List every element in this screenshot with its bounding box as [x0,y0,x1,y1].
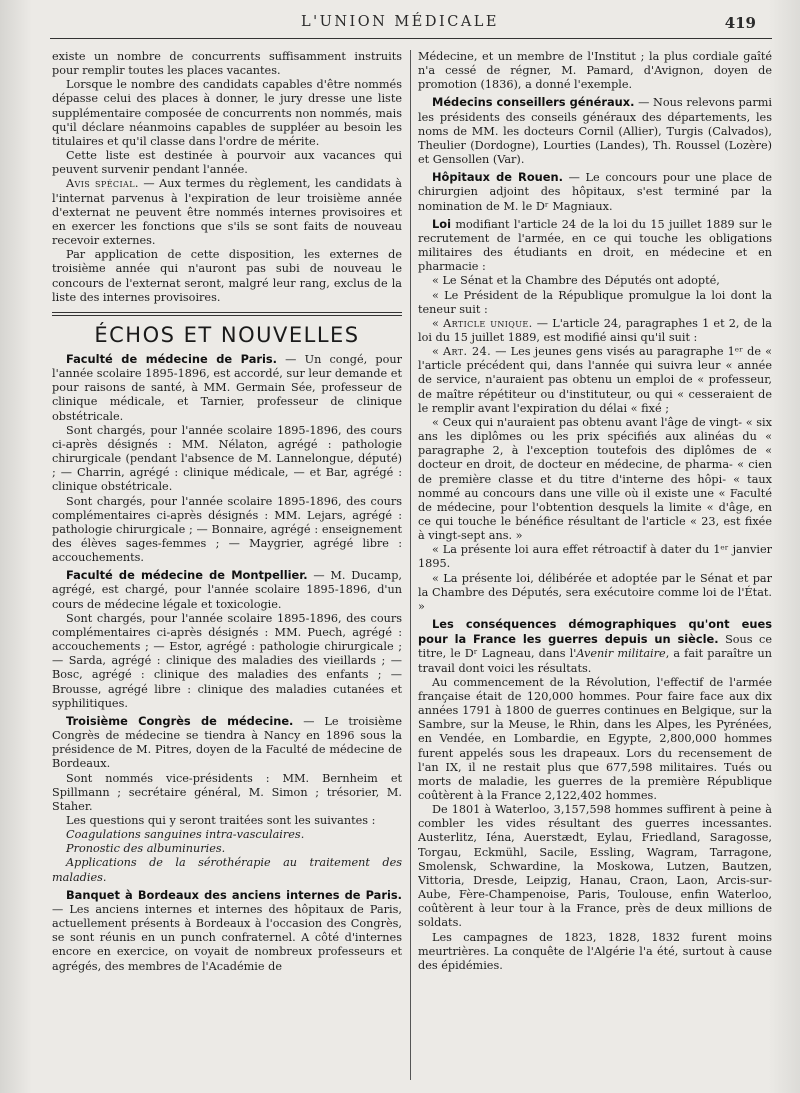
article-text: — Nous relevons parmi les présidents des conseils généraux des départements, les noms de MM. les docteurs Cornil (Allier), Turgis (Calvados), Theulier (Dordogne), Lourties (Landes), Th. Roussel (Lozère) et Gensollen (Var). [418,96,772,167]
article-text: — Le troisième Congrès de médecine se tiendra à Nancy en 1896 sous la présidence de M. Pitres, doyen de la Faculté de médecine de Bordeaux. [52,714,402,771]
article-heading: Faculté de médecine de Paris. [66,351,278,366]
article-loi [418,217,772,275]
article-24-label: Art. 24. [443,345,492,359]
paragraph: « La présente loi, délibérée et adoptée par le Sénat et par la Chambre des Députés, sera exécutoire comme loi de l'État. » [418,571,772,613]
paragraph: Sont chargés, pour l'année scolaire 1895-1896, des cours complémentaires ci-après désignés : MM. Puech, agrégé : accouchements ; — Estor, agrégé : pathologie chirurgicale ; — Sarda, agrégé : clinique des maladies des vieillards ; — Bosc, agrégé : clinique des maladies des enfants ; — Brousse, agrégé libre : clinique des maladies cutanées et syphilitiques. [52,611,402,710]
article-text: — Un congé, pour l'année scolaire 1895-1896, est accordé, sur leur demande et pour raisons de santé, à MM. Germain Sée, professeur de clinique médicale, et Tarnier, professeur de clinique obstétricale. [52,352,402,423]
article-unique-paragraph: « Article unique. — L'article 24, paragraphes 1 et 2, de la loi du 15 juillet 1889, est modifié ainsi qu'il suit : [418,316,772,344]
question-item: Coagulations sanguines intra-vasculaires. [66,828,305,842]
paragraph: Par application de cette disposition, les externes de troisième année qui n'auront pas subi de nouveau le concours de l'externat seront, malgré leur rang, exclus de la liste des internes provisoires. [52,248,402,304]
question-item: Pronostic des albuminuries. [66,842,226,856]
avis-special-label: Avis spécial. [66,177,139,191]
paragraph: Sont chargés, pour l'année scolaire 1895-1896, des cours complémentaires ci-après désignés : MM. Lejars, agrégé : pathologie chirurgicale ; — Bonnaire, agrégé : enseignement des élèves sages-femmes ; — Maygrier, agrégé libre : accouchements. [52,494,402,565]
running-title: L'UNION MÉDICALE [301,14,499,30]
quote-line: « Le Sénat et la Chambre des Députés ont adopté, [432,274,720,288]
paragraph: Sont chargés, pour l'année scolaire 1895-1896, des cours ci-après désignés : MM. Nélaton, agrégé : pathologie chirurgicale (pendant l'absence de M. Lannelongue, député) ; — Charrin, agrégé : clinique médicale, — et Bar, agrégé : clinique obstétricale. [52,423,402,494]
page-number: 419 [724,14,756,32]
article-text: Sous ce titre, le Dʳ Lagneau, dans l' [418,633,772,661]
paragraph: Au commencement de la Révolution, l'effectif de l'armée française était de 120,000 hommes. Pour faire face aux dix années 1791 à 1800 de guerres continues en Belgique, sur la Sambre, sur la Meuse, le Rhin, dans les Alpes, les Pyrénées, en Vendée, en Lombardie, en Egypte, 2,800,000 hommes furent appelés sous les drapeaux. Lors du recensement de l'an IX, il ne restait plus que 677,598 militaires. Tués ou morts de maladie, les guerres de la première République coûtèrent à la France 2,122,402 hommes. [418,675,772,802]
article-heading: Les conséquences démographiques qu'ont eues pour la France les guerres depuis un siècle. [418,617,772,647]
article-text: — M. Ducamp, agrégé, est chargé, pour l'année scolaire 1895-1896, d'un cours de médecine légale et toxicologie. [52,569,402,611]
article-congres [52,714,402,772]
page-header [0,8,800,38]
article-text: , a fait paraître un travail dont voici les résultats. [418,647,772,675]
article-rouen [418,170,772,213]
paragraph: Les campagnes de 1823, 1828, 1832 furent moins meurtrières. La conquête de l'Algérie l'a été, surtout à cause des épidémies. [418,930,772,972]
article-24-paragraph: « Art. 24. — Les jeunes gens visés au paragraphe 1ᵉʳ de « l'article précédent qui, dans l'année qui suivra leur « année de service, n'auraient pas obtenu un emploi de « professeur, de maître répétiteur ou d'instituteur, ou qui « cesseraient de le remplir avant l'expiration du délai « fixé ; [418,345,772,415]
header-rule [50,38,772,39]
avis-special-paragraph [52,177,402,248]
avis-special-text: — Aux termes du règlement, les candidats à l'internat parvenus à l'expiration de leur troisième année d'externat ne peuvent être nommés internes provisoires et en exercer les fonctions que s'ils se sont faits de nouveau recevoir externes. [52,177,402,248]
quote-line: « Le Président de la République promulgue la loi dont la teneur suit : [418,288,772,316]
paragraph: Médecine, et un membre de l'Institut ; la plus cordiale gaîté n'a cessé de régner, M. Pamard, d'Avignon, doyen de promotion (1836), a donné l'exemple. [418,50,772,92]
article-unique-label: Article unique. [443,316,533,330]
paragraph: Cette liste est destinée à pourvoir aux vacances qui peuvent survenir pendant l'année. [52,149,402,177]
article-heading: Faculté de médecine de Montpellier. [66,568,308,583]
paragraph: « Ceux qui n'auraient pas obtenu avant l'âge de vingt- « six ans les diplômes ou les prix spécifiés aux alinéas du « paragraphe 2, à l'exception toutefois des diplômes de « docteur en droit, de docteur en médecine, de pharma- « cien de première classe et du titre d'interne des hôpi- « taux nommé au concours dans une ville où il existe une « Faculté de médecine, pour l'obtention desquels la limite « d'âge, en ce qui touche le bénéfice résultant de l'article « 23, est fixée à vingt-sept ans. » [418,415,772,543]
article-heading: Banquet à Bordeaux des anciens internes de Paris. [66,887,402,902]
article-banquet [52,888,402,974]
section-rule [52,312,402,313]
paragraph: « La présente loi aura effet rétroactif à dater du 1ᵉʳ janvier 1895. [418,543,772,571]
column-divider [410,50,411,1080]
article-heading: Médecins conseillers généraux. [432,95,635,110]
article-text: modifiant l'article 24 de la loi du 15 juillet 1889 sur le recrutement de l'armée, en ce qui touche les obligations militaires des étudiants en droit, en médecine et en pharmacie : [418,217,772,274]
right-column [418,50,772,1080]
article-heading: Loi [432,216,451,231]
article-paris [52,352,402,424]
article-24-text: — Les jeunes gens visés au paragraphe 1ᵉʳ de « l'article précédent qui, dans l'année qui suivra leur « année de service, n'auraient pas obtenu un emploi de « professeur, de maître répétiteur ou d'instituteur, ou qui « cesseraient de le remplir avant l'expiration du délai « fixé ; [418,345,772,415]
paragraph: De 1801 à Waterloo, 3,157,598 hommes suffirent à peine à combler les vides résultant des guerres incessantes. Austerlitz, Iéna, Auerstædt, Eylau, Friedland, Saragosse, Torgau, Eckmühl, Sacile, Essling, Wagram, Tarragone, Smolensk, Schwardine, la Moskowa, Lutzen, Bautzen, Vittoria, Dresde, Leipzig, Hanau, Craon, Laon, Arcis-sur-Aube, Fère-Champenoise, Paris, Toulouse, enfin Waterloo, coûtèrent à leur tour à la France, près de deux millions de soldats. [418,803,772,930]
article-text: — Les anciens internes et internes des hôpitaux de Paris, actuellement présents à Bordeaux à l'occasion des Congrès, se sont réunis en un punch confraternel. A côté d'internes encore en exercice, on voyait de nombreux professeurs et agrégés, des membres de l'Académie de [52,902,402,973]
journal-title: Avenir militaire [576,647,666,661]
article-montpellier [52,568,402,611]
article-consequences [418,617,772,676]
paragraph: Les questions qui y seront traitées sont les suivantes : [66,813,376,827]
paragraph: Sont nommés vice-présidents : MM. Bernheim et Spillmann ; secrétaire général, M. Simon ; trésorier, M. Staher. [52,771,402,813]
question-item: Applications de la sérothérapie au traitement des maladies. [52,856,402,884]
paragraph: Lorsque le nombre des candidats capables d'être nommés dépasse celui des places à donner, le jury dresse une liste supplémentaire composée de concurrents non nommés, mais qu'il déclare néanmoins capables de suppléer au besoin les titulaires et qu'il classe dans l'ordre de mérite. [52,78,402,148]
article-heading: Troisième Congrès de médecine. [66,713,294,728]
article-medecins [418,95,772,167]
section-title: ÉCHOS ET NOUVELLES [94,322,360,347]
paragraph: existe un nombre de concurrents suffisamment instruits pour remplir toutes les places vacantes. [52,50,402,78]
left-column [52,50,402,1080]
article-text: — Le concours pour une place de chirurgien adjoint des hôpitaux, s'est terminé par la nomination de M. le Dʳ Magniaux. [418,171,772,213]
article-unique-text: — L'article 24, paragraphes 1 et 2, de la loi du 15 juillet 1889, est modifié ainsi qu'il suit : [418,316,772,344]
article-heading: Hôpitaux de Rouen. [432,170,563,185]
section-rule-thin [52,315,402,316]
